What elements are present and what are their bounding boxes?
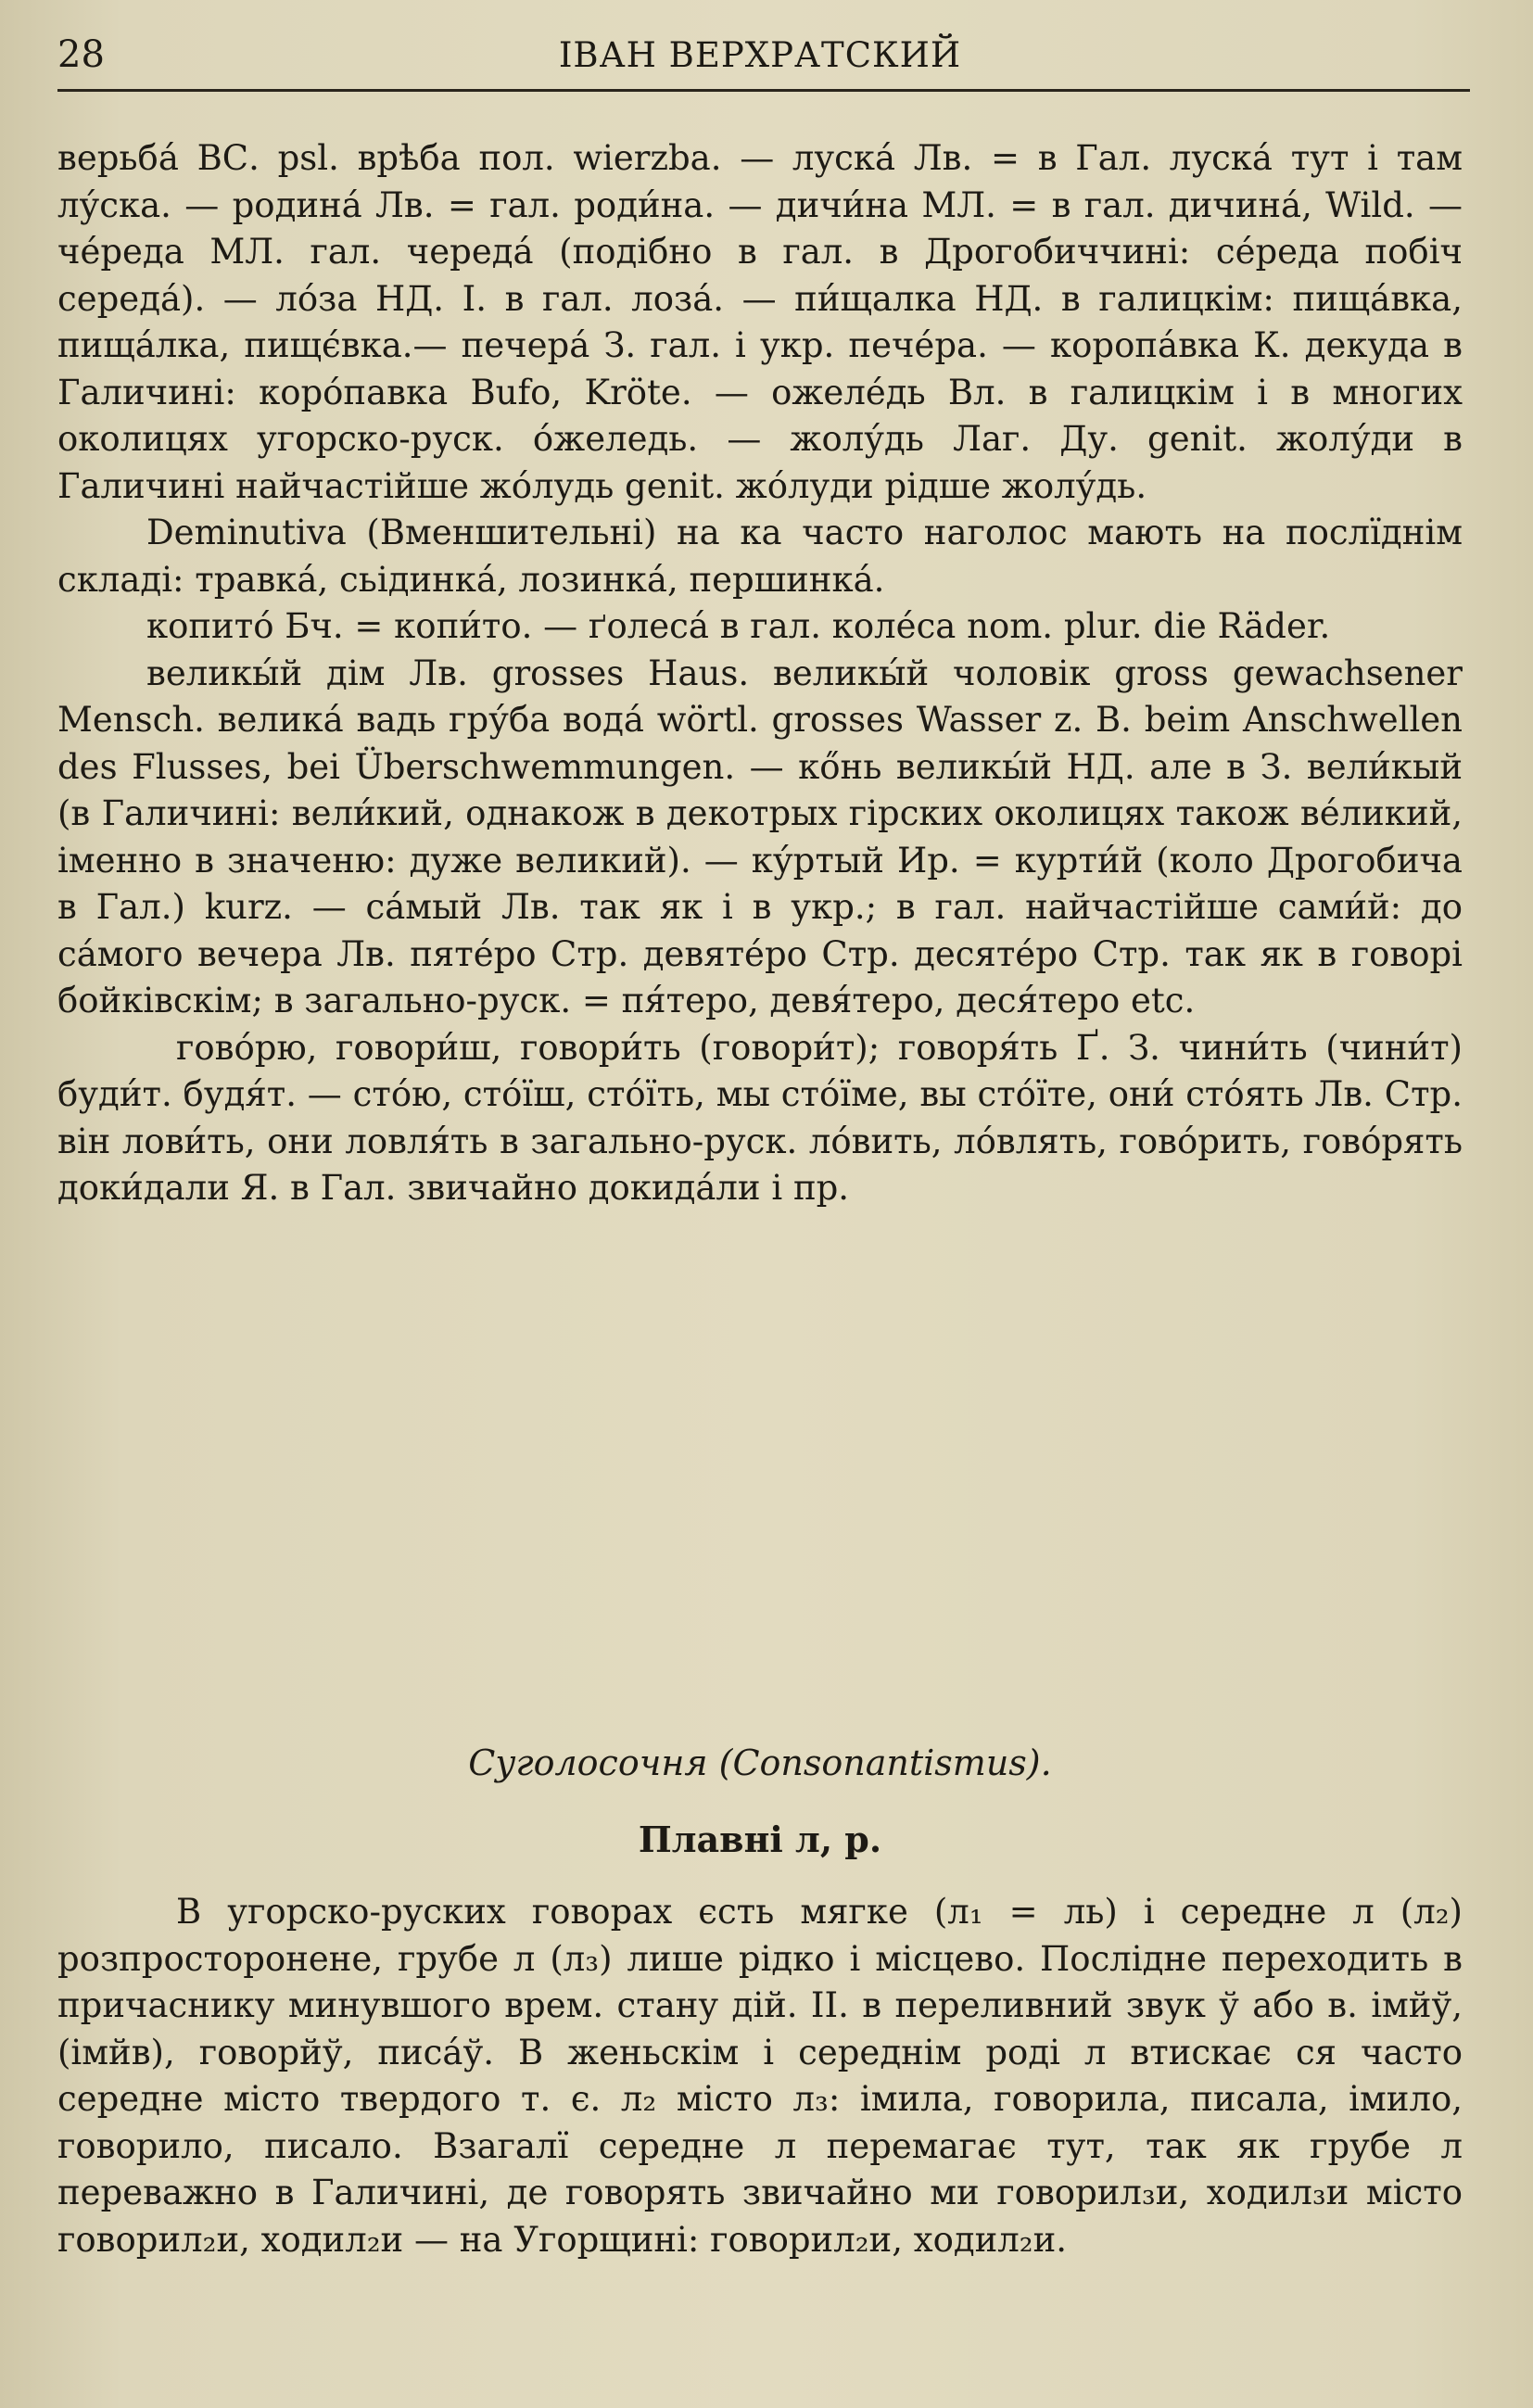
paragraph: Deminutiva (Вменшительні) на ка часто наголос мають на послїднім складі: травка́, сьідинка́, лозинка́, першинка́. (57, 513, 1463, 600)
paragraph: гово́рю, говори́ш, говори́ть (говори́т); говоря́ть Ґ. З. чини́ть (чини́т) буди́т. будя́т. — сто́ю, сто́їш, сто́їть, мы сто́їме, вы сто́їте, они́ сто́ять Лв. Стр. він лови́ть, они ловля́ть в загально-руск. ло́вить, ло́влять, гово́рить, гово́рять доки́дали Я. в Гал. звичайно докида́ли і пр. (57, 1027, 1463, 1208)
page-number: 28 (57, 33, 105, 76)
running-title: ІВАН ВЕРХРАТСКИЙ (558, 35, 962, 75)
section-title: Суголосочня (Consonantismus). (468, 1743, 1052, 1783)
section-text (57, 1889, 1463, 2263)
paragraph: копито́ Бч. = копи́то. — ґолеса́ в гал. коле́са nom. plur. die Räder. (146, 606, 1331, 646)
header-rule (57, 89, 1470, 92)
paragraph: верьба́ ВС. psl. врѣба пол. wierzba. — луска́ Лв. = в Гал. луска́ тут і там лу́ска. — родина́ Лв. = гал. роди́на. — дичи́на МЛ. = в гал. дичина́, Wild. — че́реда МЛ. гал. череда́ (подібно в гал. в Дрогобиччині: се́реда побіч середа́). — ло́за НД. І. в гал. лоза́. — пи́щалка НД. в галицкім: пища́вка, пища́лка, пищє́вка.— печера́ З. гал. і укр. пече́ра. — коропа́вка К. декуда в Галичині: коро́павка Bufo, Kröte. — ожеле́дь Вл. в галицкім і в многих околицях угорско-руск. о́желедь. — жолу́дь Лаг. Ду. genit. жолу́ди в Галичині найчастійше жо́лудь genit. жо́луди рідше жолу́дь. (57, 138, 1463, 506)
paragraph: великы́й дім Лв. grosses Haus. великы́й чоловік gross gewachsener Mensch. велика́ вадь гру́ба вода́ wörtl. grosses Wasser z. B. beim Anschwellen des Flusses, bei Überschwemmungen. — кőнь великы́й НД. але в З. вели́кый (в Галичині: вели́кий, однакож в декотрых гірских околицях також ве́ликий, іменно в значеню: дуже великий). — ку́ртый Ир. = курти́й (коло Дрогобича в Гал.) kurz. — са́мый Лв. так як і в укр.; в гал. найчастійше сами́й: до са́мого вечера Лв. пяте́ро Стр. девяте́ро Стр. десяте́ро Стр. так як в говорі бойківскім; в загально-руск. = пя́теро, девя́теро, деся́теро etc. (57, 653, 1463, 1020)
subsection-title: Плавні л, р. (638, 1819, 882, 1860)
main-text (57, 135, 1463, 1212)
paragraph: В угорско-руских говорах єсть мягке (л₁ = ль) і середне л (л₂) розпросторонене, грубе л (л₃) лише рідко і місцево. Послідне переходить в причаснику минувшого врем. стану дій. II. в переливний звук ў або в. імйў, (імйв), говорйў, писа́ў. В женьскім і середнім роді л втискає ся часто середне місто твердого т. є. л₂ місто л₃: імила, говорила, писала, імило, говорило, писало. Взагалї середне л перемагає тут, так як грубе л переважно в Галичині, де говорять звичайно ми говорил₃и, ходил₃и місто говорил₂и, ходил₂и — на Угорщині: говорил₂и, ходил₂и. (57, 1892, 1463, 2260)
page-header (57, 20, 1463, 76)
